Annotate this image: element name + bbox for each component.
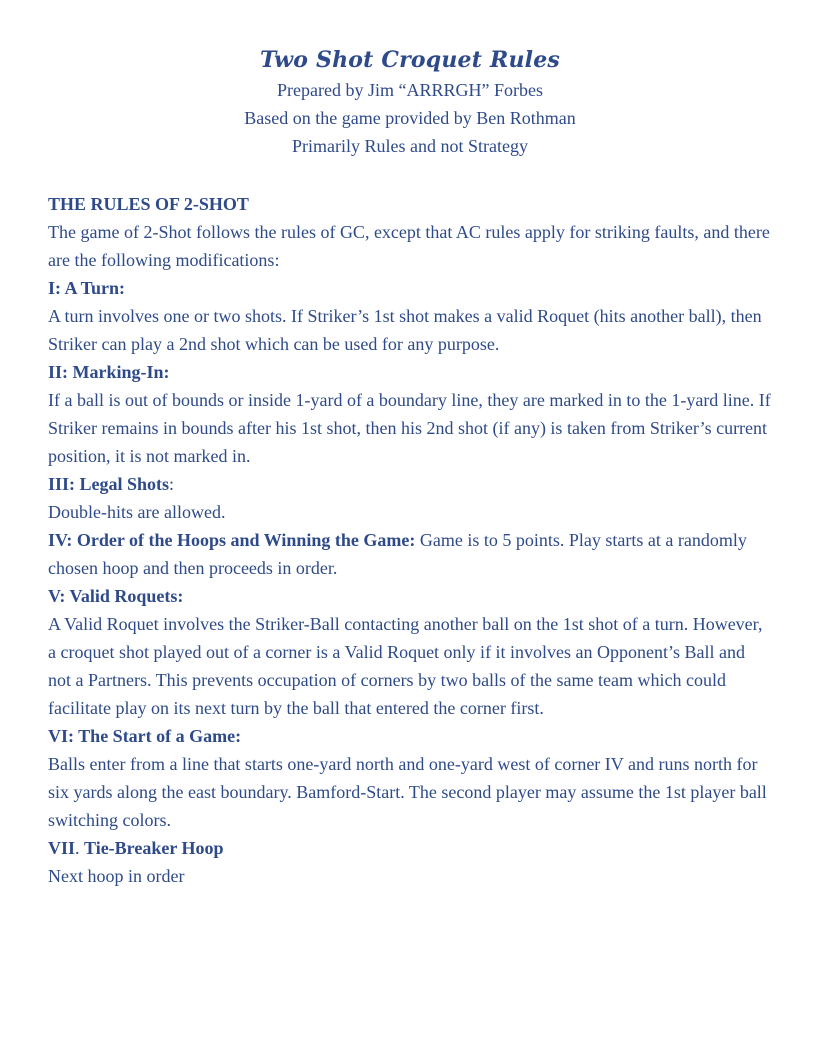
section-heading-tie-breaker [48,834,772,862]
scope-line: Primarily Rules and not Strategy [292,136,528,156]
section-heading-turn: I: A Turn: [48,278,126,298]
section-body-marking-in: If a ball is out of bounds or inside 1-yard of a boundary line, they are marked in to the 1-yard line. If Striker remains in bounds after his 1st shot, then his 2nd shot (if any) is taken from Striker’s current position, it is not marked in. [48,390,771,466]
section-heading-order-of-hoops: IV: Order of the Hoops and Winning the Game: [48,530,416,550]
section-heading-legal-shots-label: III: Legal Shots [48,474,170,494]
document-page [48,44,772,890]
section-body-start-of-game: Balls enter from a line that starts one-yard north and one-yard west of corner IV and runs north for six yards along the east boundary. Bamford-Start. The second player may assume the 1st player ball switching colors. [48,754,767,830]
section-order-of-hoops [48,526,772,582]
document-title: Two Shot Croquet Rules [260,47,560,73]
section-heading-start-of-game: VI: The Start of a Game: [48,726,242,746]
section-number: VII [48,838,76,858]
rules-heading: THE RULES OF 2-SHOT [48,194,249,214]
section-heading-valid-roquets: V: Valid Roquets: [48,586,184,606]
section-body-order-of-hoops: Game is to 5 points. Play starts at a randomly chosen hoop and then proceeds in order. [48,530,747,578]
source-line: Based on the game provided by Ben Rothman [244,108,576,128]
section-body-turn: A turn involves one or two shots. If Striker’s 1st shot makes a valid Roquet (hits another ball), then Striker can play a 2nd shot which can be used for any purpose. [48,306,762,354]
section-heading-marking-in: II: Marking-In: [48,362,170,382]
section-heading-legal-shots [48,470,772,498]
section-body-legal-shots: Double-hits are allowed. [48,502,226,522]
author-line: Prepared by Jim “ARRRGH” Forbes [277,80,543,100]
section-body-tie-breaker: Next hoop in order [48,866,185,886]
rules-intro: The game of 2-Shot follows the rules of GC, except that AC rules apply for striking faults, and there are the following modifications: [48,222,770,270]
section-heading-tie-breaker-label: Tie-Breaker Hoop [84,838,224,858]
section-body-valid-roquets: A Valid Roquet involves the Striker-Ball contacting another ball on the 1st shot of a turn. However, a croquet shot played out of a corner is a Valid Roquet only if it involves an Opponent’s Ball and not a Partners. This prevents occupation of corners by two balls of the same team which could facilitate play on its next turn by the ball that entered the corner first. [48,614,763,718]
section-separator: . [75,838,85,858]
heading-colon: : [169,474,175,494]
